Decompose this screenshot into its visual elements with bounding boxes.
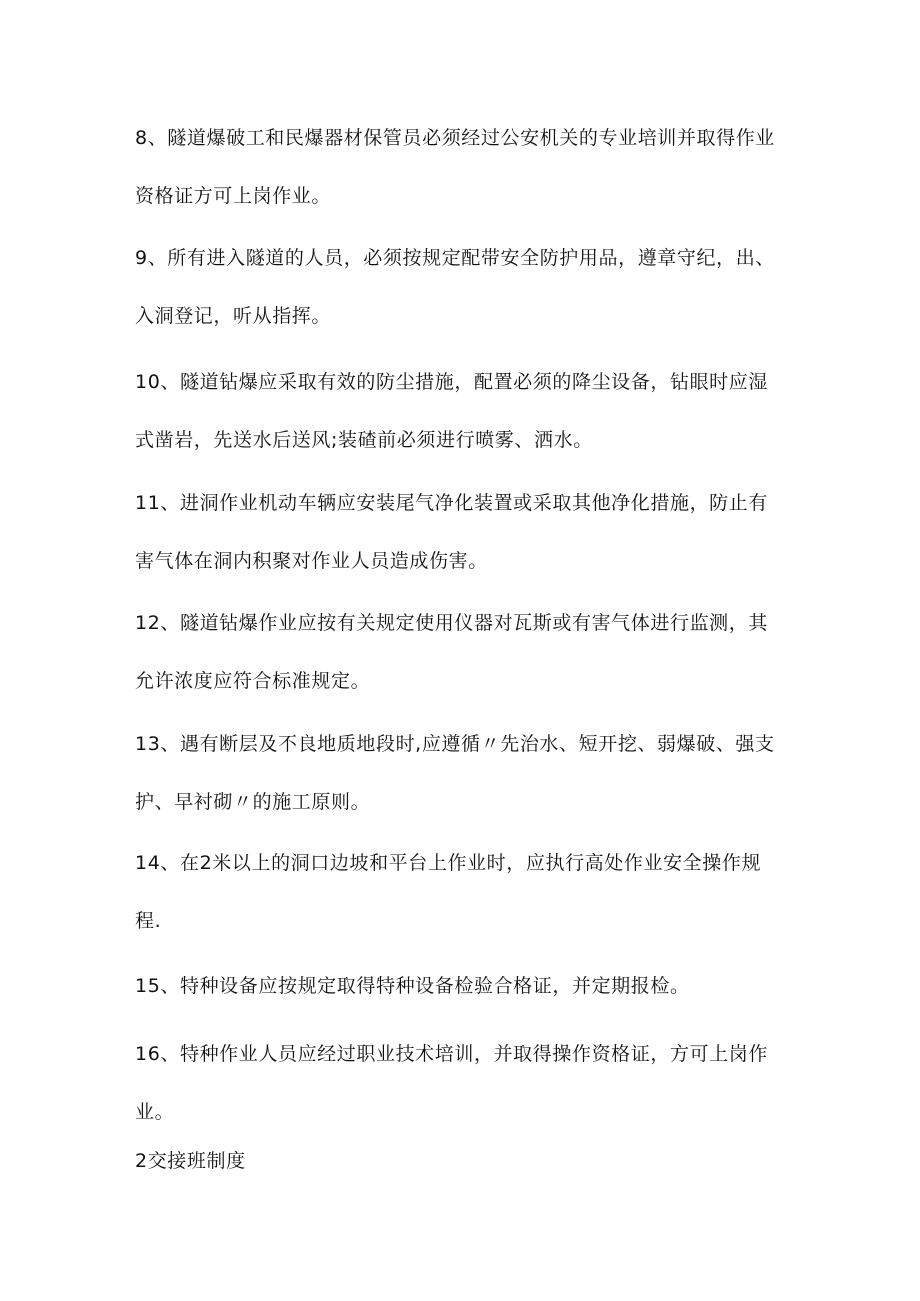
rule-number: 10、 — [135, 371, 180, 393]
rule-item-8-line-1 — [135, 109, 805, 167]
rule-item-9-line-2: 入洞登记，听从指挥。 — [135, 305, 332, 327]
rule-item-12-line-2: 允许浓度应符合标准规定。 — [135, 670, 371, 692]
rule-item-12 — [135, 594, 805, 710]
rule-text: 在2米以上的洞口边坡和平台上作业时，应执行高处作业安全操作规 — [179, 852, 762, 874]
rule-item-16-line-1 — [135, 1025, 805, 1083]
rule-number: 15、 — [135, 975, 180, 997]
rule-item-10-line-2: 式凿岩，先送水后送风;装碴前必须进行喷雾、洒水。 — [135, 429, 593, 451]
rule-text: 隧道钻爆应采取有效的防尘措施，配置必须的降尘设备，钻眼时应湿 — [179, 371, 768, 393]
section-heading: 2交接班制度 — [135, 1150, 246, 1172]
rule-text: 隧道爆破工和民爆器材保管员必须经过公安机关的专业培训并取得作业 — [167, 127, 775, 149]
rule-item-8-line-2: 资格证方可上岗作业。 — [135, 185, 332, 207]
rule-item-13-line-1 — [135, 715, 805, 773]
rule-item-11-line-2: 害气体在洞内积聚对作业人员造成伤害。 — [135, 550, 488, 572]
rule-item-8 — [135, 109, 805, 225]
rule-item-15 — [135, 957, 805, 1015]
rule-number: 8、 — [135, 127, 168, 149]
rule-item-16-line-2: 业。 — [135, 1101, 175, 1123]
rule-number: 14、 — [135, 852, 180, 874]
rule-item-12-line-1 — [135, 594, 805, 652]
rule-item-10 — [135, 353, 805, 469]
rule-text: 进洞作业机动车辆应安装尾气净化装置或采取其他净化措施，防止有 — [179, 492, 768, 514]
rule-item-9 — [135, 229, 805, 345]
rule-number: 11、 — [135, 492, 180, 514]
rule-number: 12、 — [135, 612, 180, 634]
rule-item-13-line-2: 护、早衬砌〃的施工原则。 — [135, 791, 371, 813]
rule-item-14-line-2: 程. — [135, 910, 162, 932]
rule-number: 9、 — [135, 247, 168, 269]
rule-text: 遇有断层及不良地质地段时,应遵循〃先治水、短开挖、弱爆破、强支 — [179, 733, 775, 755]
rule-text: 特种设备应按规定取得特种设备检验合格证，并定期报检。 — [179, 975, 690, 997]
rule-text: 特种作业人员应经过职业技术培训，并取得操作资格证，方可上岗作 — [179, 1043, 768, 1065]
rule-number: 13、 — [135, 733, 180, 755]
rule-item-11 — [135, 474, 805, 590]
rule-item-14 — [135, 834, 805, 950]
rule-item-14-line-1 — [135, 834, 805, 892]
rule-item-15-line-1 — [135, 957, 805, 1015]
rule-text: 所有进入隧道的人员，必须按规定配带安全防护用品，遵章守纪，出、 — [167, 247, 775, 269]
rule-number: 16、 — [135, 1043, 180, 1065]
rule-item-13 — [135, 715, 805, 831]
rule-item-11-line-1 — [135, 474, 805, 532]
rule-item-9-line-1 — [135, 229, 805, 287]
rule-item-10-line-1 — [135, 353, 805, 411]
rule-text: 隧道钻爆作业应按有关规定使用仪器对瓦斯或有害气体进行监测，其 — [179, 612, 768, 634]
rule-item-16 — [135, 1025, 805, 1141]
